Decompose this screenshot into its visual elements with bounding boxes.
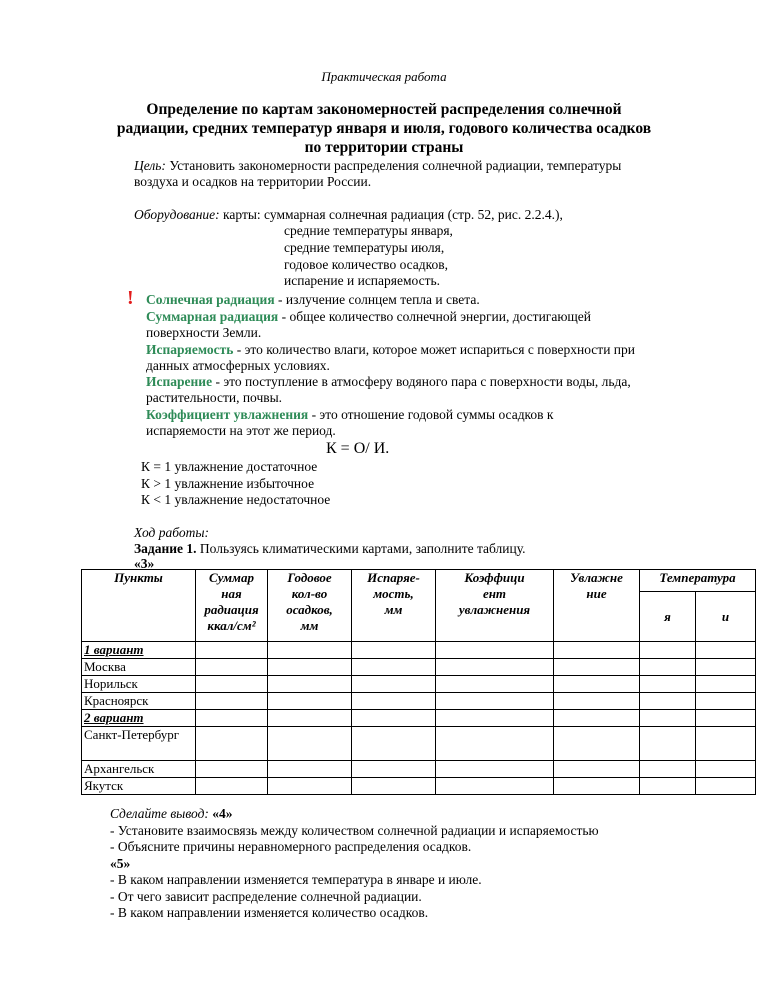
k-rule: К = 1 увлажнение достаточное bbox=[141, 459, 318, 474]
table-cell[interactable] bbox=[554, 659, 640, 676]
table-cell[interactable] bbox=[196, 693, 268, 710]
goal-text-1: Установить закономерности распределения солнечной радиации, температуры bbox=[165, 158, 622, 173]
column-header-points: Пункты bbox=[82, 570, 196, 642]
header-line: мм bbox=[300, 618, 319, 633]
table-cell[interactable] bbox=[436, 659, 554, 676]
table-cell[interactable] bbox=[268, 642, 352, 659]
table-cell[interactable] bbox=[196, 642, 268, 659]
conclusion-item: - Установите взаимосвязь между количеством солнечной радиации и испаряемостью bbox=[110, 823, 599, 838]
row-label: Москва bbox=[82, 659, 196, 676]
table-cell[interactable] bbox=[696, 761, 756, 778]
humidity-formula: К = О/ И. bbox=[326, 440, 390, 457]
conclusion-item: - От чего зависит распределение солнечной радиации. bbox=[110, 889, 422, 904]
row-label-text: Санкт-Петербург bbox=[84, 727, 180, 742]
table-row bbox=[82, 693, 756, 710]
table-cell[interactable] bbox=[640, 642, 696, 659]
column-header-moisture bbox=[554, 570, 640, 642]
row-label: Норильск bbox=[82, 676, 196, 693]
table-cell[interactable] bbox=[554, 761, 640, 778]
row-label: Архангельск bbox=[82, 761, 196, 778]
table-cell[interactable] bbox=[268, 761, 352, 778]
task-label: Задание 1. bbox=[134, 541, 197, 556]
header-label: Практическая работа bbox=[321, 69, 447, 84]
column-header-temp-july: и bbox=[696, 592, 756, 642]
equipment-item: средние температуры января, bbox=[284, 223, 453, 238]
definition-term: Солнечная радиация bbox=[146, 292, 275, 307]
table-cell[interactable] bbox=[436, 778, 554, 795]
goal-line-1 bbox=[134, 158, 621, 174]
conclusion-item: - В каком направлении изменяется количество осадков. bbox=[110, 905, 429, 920]
table-cell[interactable] bbox=[196, 778, 268, 795]
grade-5-label: «5» bbox=[110, 856, 131, 871]
table-cell[interactable] bbox=[436, 761, 554, 778]
table-cell[interactable] bbox=[352, 642, 436, 659]
climate-table bbox=[81, 569, 756, 795]
table-row bbox=[82, 642, 756, 659]
definition-text: - общее количество солнечной энергии, достигающей bbox=[278, 309, 592, 324]
table-cell[interactable] bbox=[196, 659, 268, 676]
warning-mark: ! bbox=[127, 287, 134, 309]
table-row bbox=[82, 727, 756, 761]
table-cell[interactable] bbox=[268, 727, 352, 761]
equipment-item: испарение и испаряемость. bbox=[284, 273, 441, 288]
table-cell[interactable] bbox=[268, 659, 352, 676]
definition-term: Коэффициент увлажнения bbox=[146, 407, 309, 422]
table-cell[interactable] bbox=[640, 693, 696, 710]
header-line: кол-во bbox=[291, 586, 328, 601]
equipment-line-1 bbox=[134, 207, 563, 223]
table-cell[interactable] bbox=[352, 693, 436, 710]
row-label: 1 вариант bbox=[82, 642, 196, 659]
row-label bbox=[82, 727, 196, 761]
table-header-row bbox=[82, 570, 756, 592]
table-cell[interactable] bbox=[352, 710, 436, 727]
row-label: Якутск bbox=[82, 778, 196, 795]
table-cell[interactable] bbox=[436, 727, 554, 761]
table-cell[interactable] bbox=[640, 778, 696, 795]
definition-line bbox=[146, 342, 635, 358]
table-row bbox=[82, 778, 756, 795]
column-header-coefficient bbox=[436, 570, 554, 642]
document-title: Определение по картам закономерностей распределения солнечной радиации, средних температур января и июля, годового количества осадков по территории страны bbox=[116, 101, 652, 156]
conclusion-line bbox=[110, 806, 233, 822]
row-label: 2 вариант bbox=[82, 710, 196, 727]
header-line: ние bbox=[586, 586, 607, 601]
column-header-evaporability bbox=[352, 570, 436, 642]
definition-term: Суммарная радиация bbox=[146, 309, 279, 324]
definition-text: испаряемости на этот же период. bbox=[146, 423, 336, 438]
table-cell[interactable] bbox=[436, 693, 554, 710]
column-header-temperature: Температура bbox=[640, 570, 756, 592]
procedure-label: Ход работы: bbox=[134, 525, 210, 540]
table-cell[interactable] bbox=[268, 778, 352, 795]
header-line: Увлажне bbox=[570, 570, 623, 585]
column-header-precipitation bbox=[268, 570, 352, 642]
header-line: Суммар bbox=[209, 570, 254, 585]
table-cell[interactable] bbox=[696, 642, 756, 659]
definition-text: - это количество влаги, которое может испариться с поверхности при bbox=[233, 342, 635, 357]
table-cell[interactable] bbox=[554, 710, 640, 727]
conclusion-item: - Объясните причины неравномерного распределения осадков. bbox=[110, 839, 472, 854]
table-row bbox=[82, 676, 756, 693]
header-line: мм bbox=[384, 602, 403, 617]
goal-text-2: воздуха и осадков на территории России. bbox=[134, 174, 372, 189]
column-header-radiation bbox=[196, 570, 268, 642]
grade-3-label: «3» bbox=[134, 556, 155, 571]
task-line bbox=[134, 541, 526, 557]
table-cell[interactable] bbox=[696, 659, 756, 676]
header-line: Испаряе- bbox=[367, 570, 420, 585]
table-cell[interactable] bbox=[268, 693, 352, 710]
conclusion-item: - В каком направлении изменяется температура в январе и июле. bbox=[110, 872, 482, 887]
header-line: ент bbox=[482, 586, 507, 601]
table-row bbox=[82, 659, 756, 676]
header-line: осадков, bbox=[286, 602, 333, 617]
definition-text: - это поступление в атмосферу водяного пара с поверхности воды, льда, bbox=[212, 374, 631, 389]
header-line: радиация bbox=[204, 602, 259, 617]
table-cell[interactable] bbox=[196, 761, 268, 778]
definition-text: - это отношение годовой суммы осадков к bbox=[308, 407, 554, 422]
table-cell[interactable] bbox=[352, 727, 436, 761]
table-cell[interactable] bbox=[196, 710, 268, 727]
task-text: Пользуясь климатическими картами, заполните таблицу. bbox=[196, 541, 526, 556]
table-cell[interactable] bbox=[352, 676, 436, 693]
table-cell[interactable] bbox=[352, 659, 436, 676]
equipment-item: средние температуры июля, bbox=[284, 240, 445, 255]
goal-label: Цель: bbox=[134, 158, 166, 173]
row-label: Красноярск bbox=[82, 693, 196, 710]
k-rule: К > 1 увлажнение избыточное bbox=[141, 476, 315, 491]
definition-text: растительности, почвы. bbox=[146, 390, 283, 405]
table-cell[interactable] bbox=[436, 676, 554, 693]
table-cell[interactable] bbox=[640, 676, 696, 693]
k-rule: К < 1 увлажнение недостаточное bbox=[141, 492, 331, 507]
definition-line bbox=[146, 309, 591, 325]
equipment-item: годовое количество осадков, bbox=[284, 257, 449, 272]
table-cell[interactable] bbox=[696, 693, 756, 710]
table-cell[interactable] bbox=[196, 727, 268, 761]
table-row bbox=[82, 761, 756, 778]
table-cell[interactable] bbox=[436, 710, 554, 727]
table-cell[interactable] bbox=[554, 778, 640, 795]
table-cell[interactable] bbox=[640, 710, 696, 727]
definition-text: данных атмосферных условиях. bbox=[146, 358, 330, 373]
table-cell[interactable] bbox=[554, 727, 640, 761]
table-cell[interactable] bbox=[554, 693, 640, 710]
column-header-temp-january: я bbox=[640, 592, 696, 642]
table-cell[interactable] bbox=[640, 727, 696, 761]
header-line: увлажнения bbox=[458, 602, 531, 617]
table-cell[interactable] bbox=[268, 710, 352, 727]
equipment-first: карты: суммарная солнечная радиация (стр. 52, рис. 2.2.4.), bbox=[219, 207, 563, 222]
table-cell[interactable] bbox=[554, 642, 640, 659]
table-cell[interactable] bbox=[640, 761, 696, 778]
definition-term: Испарение bbox=[146, 374, 213, 389]
table-cell[interactable] bbox=[696, 676, 756, 693]
header-line: ная bbox=[221, 586, 242, 601]
table-cell[interactable] bbox=[268, 676, 352, 693]
definition-line bbox=[146, 374, 631, 390]
definition-line bbox=[146, 292, 480, 308]
conclusion-label: Сделайте вывод: bbox=[110, 806, 209, 821]
table-cell[interactable] bbox=[196, 676, 268, 693]
definition-text: поверхности Земли. bbox=[146, 325, 262, 340]
table-cell[interactable] bbox=[352, 761, 436, 778]
header-line: Коэффици bbox=[464, 570, 525, 585]
table-cell[interactable] bbox=[436, 642, 554, 659]
grade-4-label: «4» bbox=[208, 806, 233, 821]
definition-term: Испаряемость bbox=[146, 342, 234, 357]
equipment-label: Оборудование: bbox=[134, 207, 220, 222]
table-cell[interactable] bbox=[696, 710, 756, 727]
table-cell[interactable] bbox=[554, 676, 640, 693]
header-line: мость, bbox=[373, 586, 414, 601]
table-cell[interactable] bbox=[640, 659, 696, 676]
definition-text: - излучение солнцем тепла и света. bbox=[274, 292, 480, 307]
header-line: Годовое bbox=[287, 570, 332, 585]
table-cell[interactable] bbox=[352, 778, 436, 795]
definition-line bbox=[146, 407, 554, 423]
table-cell[interactable] bbox=[696, 778, 756, 795]
table-row bbox=[82, 710, 756, 727]
header-line: ккал/см² bbox=[207, 618, 256, 633]
table-cell[interactable] bbox=[696, 727, 756, 761]
